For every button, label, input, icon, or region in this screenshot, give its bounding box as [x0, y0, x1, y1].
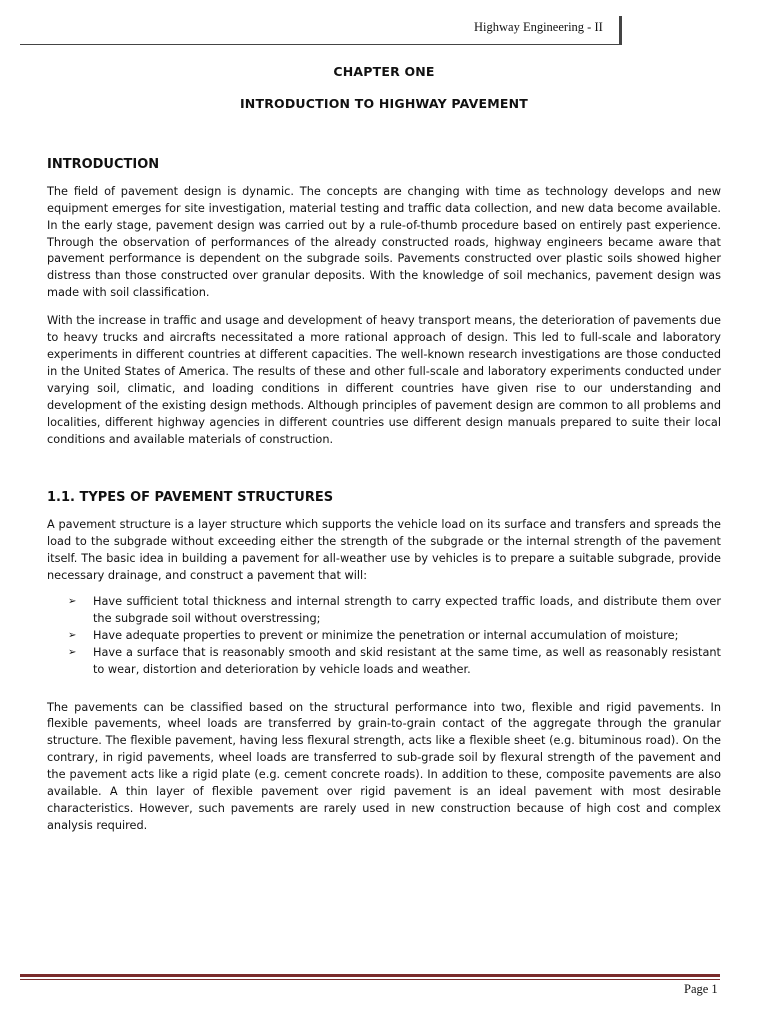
- list-item: [47, 645, 721, 679]
- list-item-text: Have sufficient total thickness and internal strength to carry expected traffic loads, and distribute them over the subgrade soil without overstressing;: [93, 595, 721, 625]
- list-item: [47, 628, 721, 645]
- classification-paragraph: The pavements can be classified based on the structural performance into two, flexible and rigid pavements. In flexible pavements, wheel loads are transferred by grain-to-grain contact of the aggregate through the granular structure. The flexible pavement, having less flexural strength, acts like a flexible sheet (e.g. bituminous road). On the contrary, in rigid pavements, wheel loads are transferred to sub-grade soil by flexural strength of the pavement and the pavement acts like a rigid plate (e.g. cement concrete roads). In addition to these, composite pavements are also available. A thin layer of flexible pavement over rigid pavement is an ideal pavement with most desirable characteristics. However, such pavements are rarely used in new construction because of high cost and complex analysis required.: [47, 700, 721, 832]
- page-body: [47, 64, 721, 835]
- list-item: [47, 594, 721, 628]
- introduction-paragraph-2: With the increase in traffic and usage and development of heavy transport means, the deterioration of pavements due to heavy trucks and aircrafts necessitated a more rational approach of design. This led to full-scale and laboratory experiments in different countries at different capacities. The well-known research investigations are those conducted in the United States of America. The results of these and other full-scale and laboratory experiments conducted under varying soil, climatic, and loading conditions in different countries have given rise to our understanding and development of the existing design methods. Although principles of pavement design are common to all problems and localities, different highway agencies in different countries use different design manuals prepared to suite their local conditions and available materials of construction.: [47, 314, 721, 446]
- arrow-bullet-icon: ➢: [68, 629, 77, 641]
- introduction-paragraph-1: The field of pavement design is dynamic. The concepts are changing with time as technology develops and new equipment emerges for site investigation, material testing and traffic data collection, and new data become available. In the early stage, pavement design was carried out by a rule-of-thumb procedure based on entirely past experience. Through the observation of performances of the already constructed roads, highway engineers became aware that pavement performance is dependent on the subgrade soils. Pavements constructed over plastic soils showed higher distress than those constructed over granular deposits. With the knowledge of soil mechanics, pavement design was made with soil classification.: [47, 184, 721, 300]
- section-heading-types-of-pavement: 1.1. TYPES OF PAVEMENT STRUCTURES: [47, 490, 334, 506]
- arrow-bullet-icon: ➢: [68, 646, 77, 658]
- introduction-heading: INTRODUCTION: [47, 156, 160, 172]
- footer-rule-thick: [20, 974, 720, 977]
- footer-rule-thin: [20, 979, 720, 980]
- header-rule: [20, 44, 620, 45]
- header-vertical-bar: [619, 16, 622, 45]
- list-item-text: Have adequate properties to prevent or minimize the penetration or internal accumulation of moisture;: [93, 628, 679, 642]
- list-item-text: Have a surface that is reasonably smooth and skid resistant at the same time, as well as reasonably resistant to wear, distortion and deterioration by vehicle loads and weather.: [93, 645, 721, 676]
- page-header: [0, 0, 768, 48]
- running-header-title: Highway Engineering - II: [474, 20, 603, 34]
- chapter-number: CHAPTER ONE: [333, 64, 435, 79]
- section-intro-paragraph: A pavement structure is a layer structure which supports the vehicle load on its surface and transfers and spreads the load to the subgrade without exceeding either the strength of the subgrade or the internal strength of the pavement itself. The basic idea in building a pavement for all-weather use by vehicles is to prepare a suitable subgrade, provide necessary drainage, and construct a pavement that will:: [47, 518, 721, 583]
- requirements-list: [47, 594, 721, 679]
- arrow-bullet-icon: ➢: [68, 596, 77, 608]
- page-number: Page 1: [684, 982, 718, 996]
- chapter-title: INTRODUCTION TO HIGHWAY PAVEMENT: [239, 95, 529, 111]
